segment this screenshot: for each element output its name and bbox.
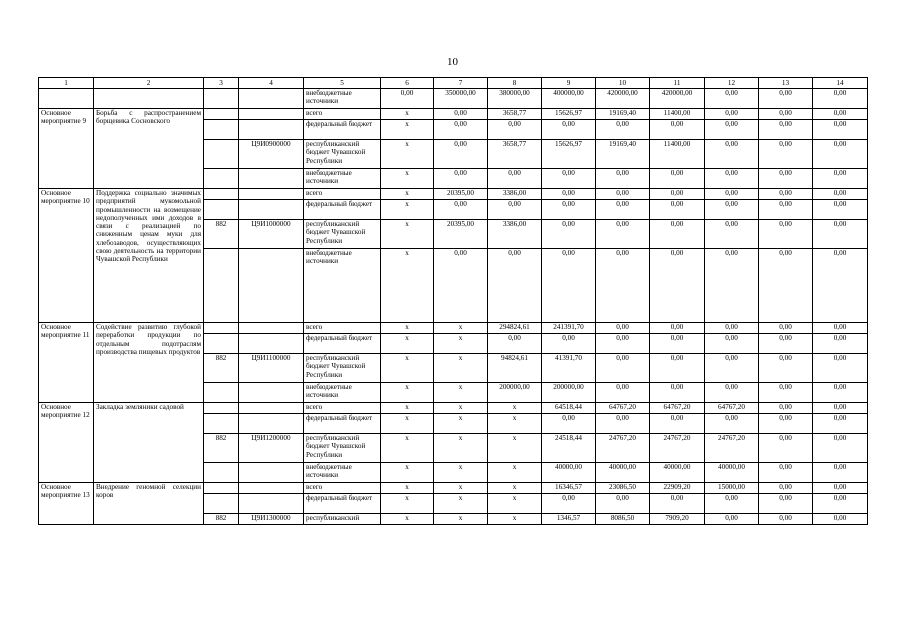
amount-cell: 0,00 (650, 249, 705, 323)
amount-cell: х (488, 483, 542, 494)
amount-cell: 0,00 (705, 383, 759, 403)
amount-cell: 23086,50 (596, 483, 650, 494)
amount-cell: х (381, 434, 434, 463)
amount-cell: 0,00 (542, 414, 596, 434)
column-header-9: 9 (542, 78, 596, 89)
amount-cell: х (488, 494, 542, 514)
admin-code: 882 (204, 354, 239, 383)
amount-cell: 0,00 (542, 120, 596, 140)
amount-cell: 0,00 (813, 463, 868, 483)
budget-code (239, 200, 304, 220)
amount-cell: 0,00 (596, 120, 650, 140)
amount-cell: 0,00 (488, 249, 542, 323)
amount-cell: 0,00 (542, 249, 596, 323)
amount-cell: 0,00 (813, 383, 868, 403)
amount-cell: 0,00 (813, 334, 868, 354)
amount-cell: 11400,00 (650, 109, 705, 120)
amount-cell: 0,00 (596, 354, 650, 383)
funding-source: внебюджетные источники (304, 463, 381, 483)
amount-cell: х (381, 220, 434, 249)
amount-cell: х (381, 109, 434, 120)
amount-cell: 0,00 (596, 220, 650, 249)
amount-cell: 0,00 (705, 169, 759, 189)
amount-cell: 41391,70 (542, 354, 596, 383)
amount-cell: 15626,97 (542, 140, 596, 169)
funding-source: внебюджетные источники (304, 383, 381, 403)
amount-cell: 0,00 (434, 249, 488, 323)
amount-cell: 0,00 (542, 200, 596, 220)
amount-cell: 0,00 (542, 189, 596, 200)
funding-source: республиканский (304, 514, 381, 525)
budget-code (239, 403, 304, 414)
amount-cell: 64767,20 (705, 403, 759, 414)
amount-cell: 0,00 (813, 249, 868, 323)
amount-cell: 3386,00 (488, 189, 542, 200)
amount-cell: 0,00 (813, 514, 868, 525)
budget-code (239, 89, 304, 109)
amount-cell: 0,00 (381, 89, 434, 109)
amount-cell: х (381, 189, 434, 200)
amount-cell: 0,00 (542, 334, 596, 354)
admin-code (204, 414, 239, 434)
budget-code (239, 109, 304, 120)
funding-source: республиканский бюджет Чувашской Республики (304, 220, 381, 249)
admin-code: 882 (204, 434, 239, 463)
column-header-2: 2 (94, 78, 204, 89)
budget-code (239, 483, 304, 494)
amount-cell: х (434, 403, 488, 414)
amount-cell: 0,00 (705, 109, 759, 120)
funding-source: республиканский бюджет Чувашской Республики (304, 354, 381, 383)
amount-cell: 0,00 (759, 220, 813, 249)
measure-name: Основное мероприятие 10 (39, 189, 94, 323)
amount-cell: 0,00 (759, 189, 813, 200)
admin-code (204, 120, 239, 140)
measure-name (39, 89, 94, 109)
amount-cell: х (434, 323, 488, 334)
table-body (39, 78, 868, 525)
admin-code (204, 200, 239, 220)
amount-cell: х (434, 434, 488, 463)
amount-cell: х (381, 323, 434, 334)
measure-description: Борьба с распространением борщевика Сосновского (94, 109, 204, 189)
budget-code (239, 463, 304, 483)
table-row (39, 483, 868, 494)
column-header-8: 8 (488, 78, 542, 89)
budget-code: Ц9И1200000 (239, 434, 304, 463)
funding-source: федеральный бюджет (304, 120, 381, 140)
amount-cell: 15000,00 (705, 483, 759, 494)
amount-cell: 0,00 (596, 189, 650, 200)
amount-cell: 0,00 (542, 220, 596, 249)
amount-cell: 0,00 (813, 483, 868, 494)
admin-code (204, 383, 239, 403)
amount-cell: 0,00 (650, 494, 705, 514)
amount-cell: 0,00 (596, 249, 650, 323)
amount-cell: 0,00 (705, 140, 759, 169)
amount-cell: х (434, 514, 488, 525)
amount-cell: 400000,00 (542, 89, 596, 109)
amount-cell: 40000,00 (650, 463, 705, 483)
amount-cell: 24767,20 (596, 434, 650, 463)
amount-cell: 0,00 (650, 354, 705, 383)
amount-cell: 0,00 (813, 323, 868, 334)
amount-cell: 0,00 (596, 494, 650, 514)
amount-cell: 16346,57 (542, 483, 596, 494)
amount-cell: 0,00 (759, 383, 813, 403)
amount-cell: 24767,20 (650, 434, 705, 463)
amount-cell: 40000,00 (705, 463, 759, 483)
amount-cell: х (381, 494, 434, 514)
admin-code (204, 109, 239, 120)
amount-cell: 0,00 (705, 414, 759, 434)
budget-code (239, 414, 304, 434)
measure-name: Основное мероприятие 9 (39, 109, 94, 189)
amount-cell: х (381, 169, 434, 189)
amount-cell: 20395,00 (434, 189, 488, 200)
column-header-11: 11 (650, 78, 705, 89)
amount-cell: 3658,77 (488, 109, 542, 120)
measure-description: Поддержка социально значимых предприятий мукомольной промышленности на возмещение недополученных ими доходов в связи с реализацией по сниженным ценам муки для хлебозаводов, осуществляющих свою деятельность на территории Чувашской Республики (94, 189, 204, 323)
measure-description (94, 89, 204, 109)
amount-cell: 64767,20 (596, 403, 650, 414)
column-header-1: 1 (39, 78, 94, 89)
amount-cell: 420000,00 (596, 89, 650, 109)
amount-cell: 0,00 (488, 334, 542, 354)
admin-code (204, 463, 239, 483)
header-row (39, 78, 868, 89)
amount-cell: 0,00 (705, 220, 759, 249)
amount-cell: 0,00 (813, 120, 868, 140)
amount-cell: 8086,50 (596, 514, 650, 525)
admin-code: 882 (204, 220, 239, 249)
amount-cell: 0,00 (488, 120, 542, 140)
amount-cell: 0,00 (650, 169, 705, 189)
amount-cell: 0,00 (759, 109, 813, 120)
amount-cell: 0,00 (650, 120, 705, 140)
amount-cell: х (434, 483, 488, 494)
amount-cell: 24518,44 (542, 434, 596, 463)
column-header-3: 3 (204, 78, 239, 89)
column-header-7: 7 (434, 78, 488, 89)
amount-cell: х (381, 354, 434, 383)
amount-cell: х (434, 334, 488, 354)
amount-cell: х (488, 403, 542, 414)
amount-cell: 0,00 (650, 200, 705, 220)
amount-cell: х (381, 383, 434, 403)
amount-cell: 0,00 (650, 323, 705, 334)
column-header-14: 14 (813, 78, 868, 89)
amount-cell: 0,00 (705, 494, 759, 514)
measure-name: Основное мероприятие 11 (39, 323, 94, 403)
amount-cell: 0,00 (650, 220, 705, 249)
admin-code (204, 334, 239, 354)
budget-code (239, 494, 304, 514)
admin-code (204, 189, 239, 200)
amount-cell: 0,00 (813, 403, 868, 414)
funding-source: всего (304, 483, 381, 494)
amount-cell: х (381, 120, 434, 140)
budget-table (38, 77, 868, 525)
amount-cell: 0,00 (705, 200, 759, 220)
amount-cell: 20395,00 (434, 220, 488, 249)
budget-code: Ц9И1300000 (239, 514, 304, 525)
amount-cell: 0,00 (813, 220, 868, 249)
amount-cell: 0,00 (759, 483, 813, 494)
amount-cell: 0,00 (488, 169, 542, 189)
measure-description: Закладка земляники садовой (94, 403, 204, 483)
amount-cell: 11400,00 (650, 140, 705, 169)
amount-cell: 350000,00 (434, 89, 488, 109)
amount-cell: 3658,77 (488, 140, 542, 169)
amount-cell: х (381, 463, 434, 483)
table-row (39, 109, 868, 120)
amount-cell: 1346,57 (542, 514, 596, 525)
amount-cell: 0,00 (705, 120, 759, 140)
admin-code (204, 494, 239, 514)
amount-cell: 0,00 (759, 140, 813, 169)
table-row (39, 403, 868, 414)
funding-source: республиканский бюджет Чувашской Республики (304, 140, 381, 169)
amount-cell: 15626,97 (542, 109, 596, 120)
column-header-10: 10 (596, 78, 650, 89)
amount-cell: 0,00 (813, 169, 868, 189)
amount-cell: 0,00 (650, 334, 705, 354)
amount-cell: 0,00 (434, 120, 488, 140)
budget-code (239, 169, 304, 189)
amount-cell: х (381, 140, 434, 169)
funding-source: всего (304, 109, 381, 120)
amount-cell: 0,00 (705, 89, 759, 109)
table-row (39, 189, 868, 200)
amount-cell: х (381, 334, 434, 354)
amount-cell: 0,00 (542, 169, 596, 189)
amount-cell: 0,00 (813, 494, 868, 514)
page-number: 10 (447, 56, 458, 68)
admin-code (204, 89, 239, 109)
amount-cell: х (434, 414, 488, 434)
amount-cell: 22909,20 (650, 483, 705, 494)
amount-cell: 0,00 (759, 463, 813, 483)
column-header-6: 6 (381, 78, 434, 89)
admin-code (204, 483, 239, 494)
amount-cell: 0,00 (705, 334, 759, 354)
budget-code (239, 249, 304, 323)
amount-cell: 380000,00 (488, 89, 542, 109)
amount-cell: 0,00 (759, 403, 813, 414)
amount-cell: 19169,40 (596, 140, 650, 169)
amount-cell: 0,00 (759, 249, 813, 323)
admin-code: 882 (204, 514, 239, 525)
amount-cell: х (488, 434, 542, 463)
amount-cell: х (381, 414, 434, 434)
amount-cell: х (488, 514, 542, 525)
amount-cell: х (434, 354, 488, 383)
column-header-12: 12 (705, 78, 759, 89)
budget-code: Ц9И1000000 (239, 220, 304, 249)
amount-cell: 0,00 (759, 200, 813, 220)
admin-code (204, 169, 239, 189)
amount-cell: 0,00 (813, 200, 868, 220)
amount-cell: 0,00 (813, 189, 868, 200)
measure-description: Внедрение геномной селекции коров (94, 483, 204, 525)
funding-source: внебюджетные источники (304, 169, 381, 189)
amount-cell: 0,00 (434, 200, 488, 220)
amount-cell: 0,00 (434, 169, 488, 189)
amount-cell: 0,00 (596, 200, 650, 220)
amount-cell: 241391,70 (542, 323, 596, 334)
budget-code (239, 383, 304, 403)
budget-code: Ц9И0900000 (239, 140, 304, 169)
funding-source: федеральный бюджет (304, 494, 381, 514)
budget-code (239, 334, 304, 354)
funding-source: республиканский бюджет Чувашской Республики (304, 434, 381, 463)
amount-cell: 0,00 (759, 89, 813, 109)
amount-cell: 0,00 (705, 514, 759, 525)
measure-name: Основное мероприятие 12 (39, 403, 94, 483)
amount-cell: 294824,61 (488, 323, 542, 334)
column-header-4: 4 (239, 78, 304, 89)
amount-cell: 3386,00 (488, 220, 542, 249)
amount-cell: х (381, 483, 434, 494)
amount-cell: х (381, 200, 434, 220)
measure-name: Основное мероприятие 13 (39, 483, 94, 525)
amount-cell: 0,00 (813, 109, 868, 120)
budget-code: Ц9И1100000 (239, 354, 304, 383)
amount-cell: 0,00 (434, 140, 488, 169)
amount-cell: 0,00 (759, 514, 813, 525)
amount-cell: 94824,61 (488, 354, 542, 383)
admin-code (204, 249, 239, 323)
funding-source: всего (304, 189, 381, 200)
amount-cell: 0,00 (813, 140, 868, 169)
admin-code (204, 140, 239, 169)
amount-cell: 0,00 (650, 414, 705, 434)
amount-cell: 0,00 (705, 249, 759, 323)
funding-source: всего (304, 323, 381, 334)
funding-source: федеральный бюджет (304, 414, 381, 434)
amount-cell: 0,00 (542, 494, 596, 514)
amount-cell: 0,00 (759, 334, 813, 354)
budget-code (239, 189, 304, 200)
amount-cell: 0,00 (759, 494, 813, 514)
funding-source: федеральный бюджет (304, 334, 381, 354)
amount-cell: 0,00 (759, 354, 813, 383)
amount-cell: 0,00 (759, 169, 813, 189)
amount-cell: 200000,00 (542, 383, 596, 403)
column-header-13: 13 (759, 78, 813, 89)
amount-cell: 420000,00 (650, 89, 705, 109)
amount-cell: 40000,00 (542, 463, 596, 483)
amount-cell: х (381, 249, 434, 323)
amount-cell: х (488, 414, 542, 434)
table-row (39, 89, 868, 109)
amount-cell: х (434, 494, 488, 514)
amount-cell: х (381, 403, 434, 414)
amount-cell: 0,00 (650, 189, 705, 200)
amount-cell: 19169,40 (596, 109, 650, 120)
amount-cell: 0,00 (705, 323, 759, 334)
amount-cell: х (488, 463, 542, 483)
amount-cell: 0,00 (705, 354, 759, 383)
amount-cell: 64767,20 (650, 403, 705, 414)
amount-cell: 0,00 (759, 434, 813, 463)
column-header-5: 5 (304, 78, 381, 89)
amount-cell: 40000,00 (596, 463, 650, 483)
admin-code (204, 403, 239, 414)
amount-cell: 0,00 (650, 383, 705, 403)
amount-cell: 0,00 (434, 109, 488, 120)
amount-cell: 0,00 (813, 434, 868, 463)
amount-cell: 0,00 (813, 354, 868, 383)
funding-source: всего (304, 403, 381, 414)
amount-cell: 0,00 (488, 200, 542, 220)
amount-cell: 0,00 (705, 189, 759, 200)
amount-cell: 0,00 (596, 414, 650, 434)
amount-cell: 0,00 (759, 323, 813, 334)
amount-cell: 0,00 (759, 120, 813, 140)
funding-source: федеральный бюджет (304, 200, 381, 220)
funding-source: внебюджетные источники (304, 249, 381, 323)
amount-cell: 0,00 (759, 414, 813, 434)
amount-cell: 0,00 (596, 334, 650, 354)
amount-cell: х (434, 463, 488, 483)
budget-code (239, 323, 304, 334)
amount-cell: 0,00 (596, 323, 650, 334)
amount-cell: 0,00 (813, 414, 868, 434)
table-row (39, 323, 868, 334)
amount-cell: 64518,44 (542, 403, 596, 414)
funding-source: внебюджетные источники (304, 89, 381, 109)
amount-cell: 7909,20 (650, 514, 705, 525)
amount-cell: 0,00 (596, 169, 650, 189)
amount-cell: 200000,00 (488, 383, 542, 403)
amount-cell: х (434, 383, 488, 403)
measure-description: Содействие развитию глубокой переработки продукции по отдельным подотраслям производства пищевых продуктов (94, 323, 204, 403)
amount-cell: х (381, 514, 434, 525)
amount-cell: 0,00 (813, 89, 868, 109)
amount-cell: 24767,20 (705, 434, 759, 463)
budget-code (239, 120, 304, 140)
admin-code (204, 323, 239, 334)
amount-cell: 0,00 (596, 383, 650, 403)
